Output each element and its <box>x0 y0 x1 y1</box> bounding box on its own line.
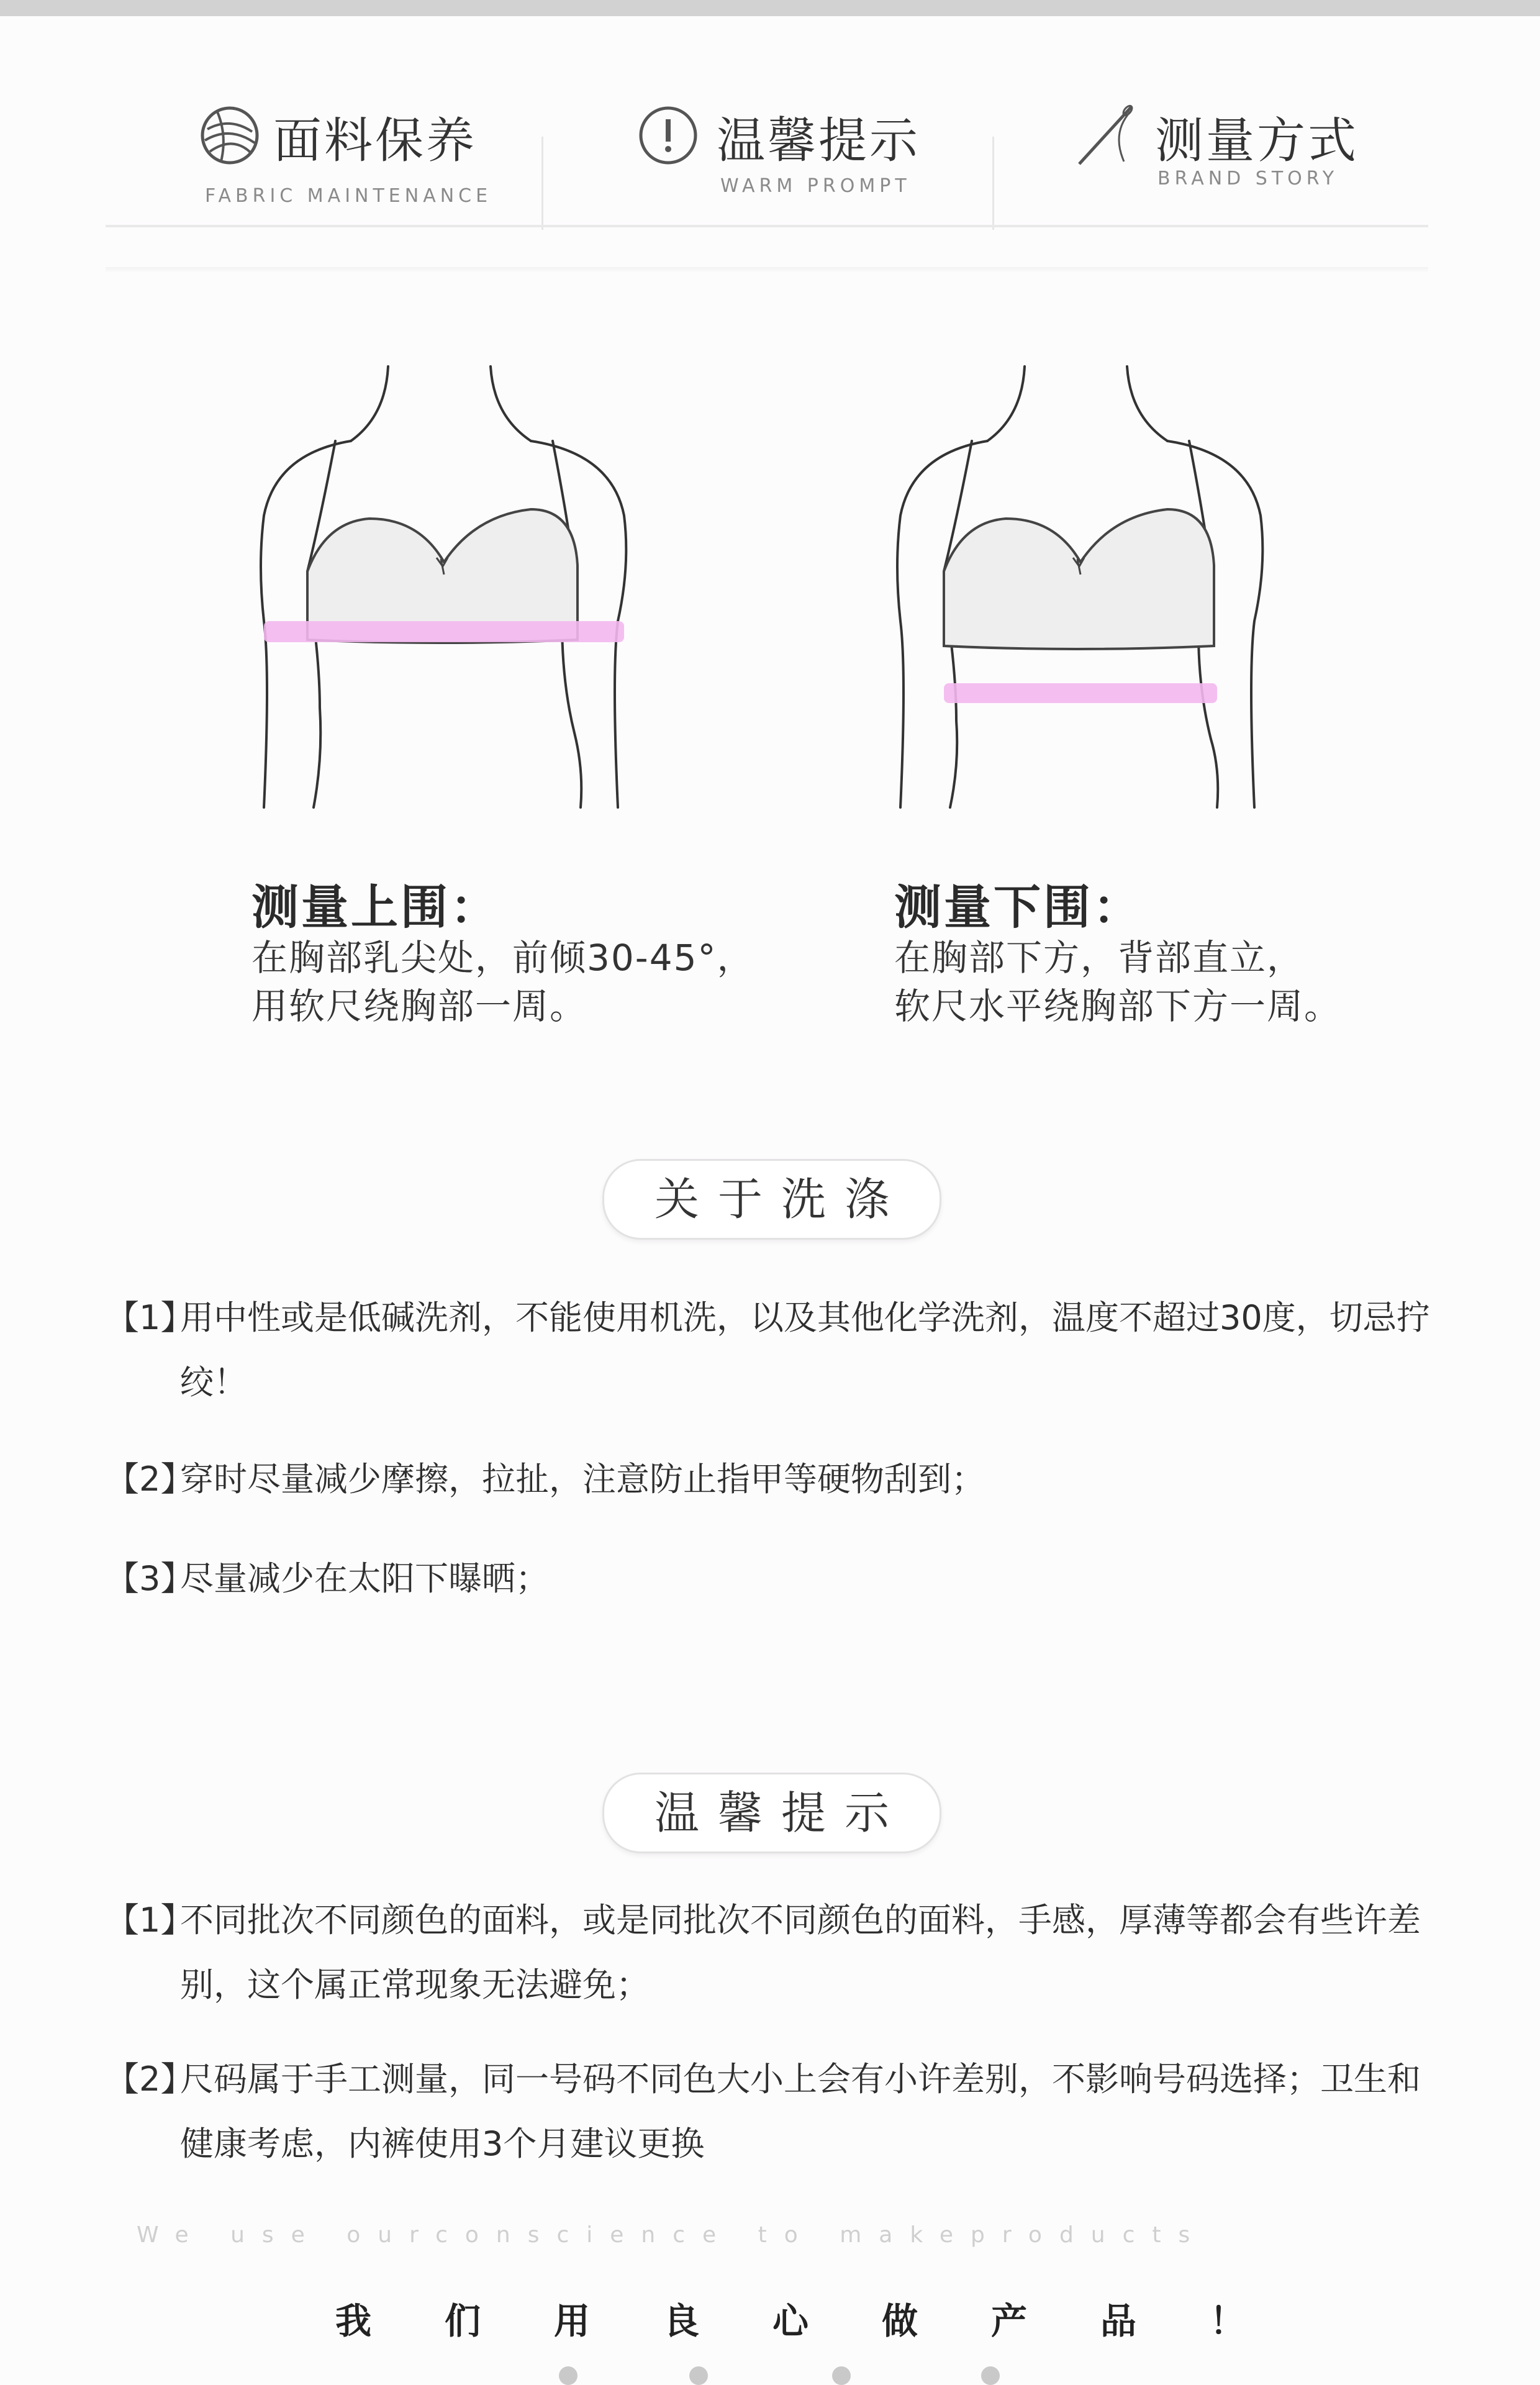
header-divider <box>106 225 1428 227</box>
bottom-dot-icon <box>981 2366 1000 2385</box>
item-text: 尺码属于手工测量，同一号码不同色大小上会有小许差别，不影响号码选择；卫生和健康考虑，内裤使用3个月建议更换 <box>180 2060 1421 2163</box>
needle-thread-icon <box>1074 102 1143 170</box>
under-bust-line-2: 软尺水平绕胸部下方一周。 <box>894 985 1342 1027</box>
item-number: 【2】 <box>106 1460 194 1499</box>
upper-bust-line-1: 在胸部乳尖处，前倾30-45°， <box>251 937 754 979</box>
top-divider-bar <box>0 0 1540 16</box>
bottom-dot-icon <box>689 2366 708 2385</box>
header-shadow-divider <box>106 267 1428 272</box>
tab-measure-method[interactable] <box>1068 93 1416 230</box>
item-text: 尽量减少在太阳下曝晒； <box>180 1559 549 1598</box>
tab-cn-label: 面料保养 <box>273 113 478 169</box>
footer-slogan-cn: 我们用良心做产品！ <box>335 2300 1320 2342</box>
item-text: 用中性或是低碱洗剂，不能使用机洗，以及其他化学洗剂，温度不超过30度，切忌拧绞！ <box>180 1298 1430 1402</box>
upper-bust-line-2: 用软尺绕胸部一周。 <box>251 985 587 1027</box>
washing-item <box>106 1286 1434 1415</box>
item-number: 【2】 <box>106 2060 194 2099</box>
bottom-dot-icon <box>559 2366 578 2385</box>
washing-section-title: 关于洗涤 <box>602 1159 941 1240</box>
item-number: 【1】 <box>106 1298 194 1337</box>
under-bust-illustration <box>869 360 1316 820</box>
tab-fabric-maintenance[interactable] <box>186 93 534 230</box>
item-number: 【1】 <box>106 1901 194 1940</box>
tab-warm-prompt[interactable] <box>627 93 975 230</box>
footer-slogan-en: We use ourconscience to makeproducts <box>137 2222 1208 2248</box>
item-text: 不同批次不同颜色的面料，或是同批次不同颜色的面料，手感，厚薄等都会有些许差别，这个属正常现象无法避免； <box>180 1901 1421 2004</box>
tab-cn-label: 测量方式 <box>1155 113 1359 169</box>
item-text: 穿时尽量减少摩擦，拉扯，注意防止指甲等硬物刮到； <box>180 1460 985 1499</box>
tips-item <box>106 2047 1434 2176</box>
yarn-ball-icon <box>199 104 261 166</box>
exclamation-circle-icon <box>637 104 699 166</box>
washing-item <box>106 1547 1434 1611</box>
tab-en-label: FABRIC MAINTENANCE <box>205 185 492 207</box>
tab-cn-label: 温馨提示 <box>717 113 921 169</box>
bottom-icon-row <box>0 2366 1540 2385</box>
under-bust-title: 测量下围： <box>894 879 1143 935</box>
bottom-dot-icon <box>832 2366 851 2385</box>
tab-en-label: BRAND STORY <box>1157 168 1339 189</box>
tab-en-label: WARM PROMPT <box>720 175 911 197</box>
tips-section-title: 温馨提示 <box>602 1773 941 1853</box>
item-number: 【3】 <box>106 1559 194 1598</box>
tab-divider <box>992 137 994 230</box>
upper-bust-illustration <box>239 360 686 820</box>
washing-item <box>106 1447 1434 1512</box>
upper-bust-title: 测量上围： <box>251 879 500 935</box>
under-bust-line-1: 在胸部下方，背部直立， <box>894 937 1305 979</box>
tips-item <box>106 1888 1434 2017</box>
tab-divider <box>541 137 543 230</box>
